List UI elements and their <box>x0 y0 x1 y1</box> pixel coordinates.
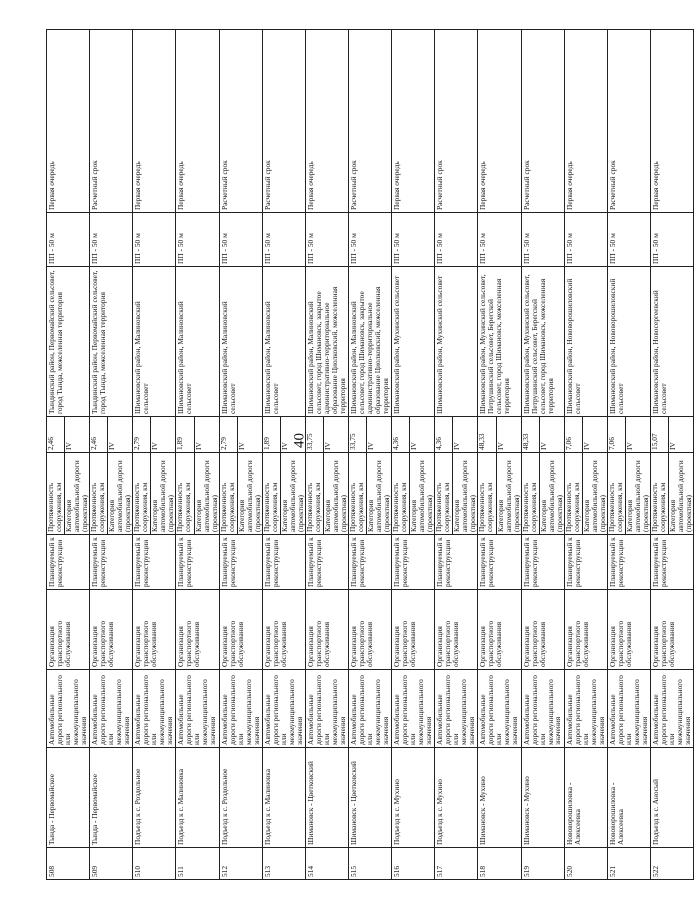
location: Шимановский район, Нововорошиловский сельсовет <box>564 267 607 417</box>
road-type: Автомобильные дороги регионального или межмуниципального значения <box>176 670 219 748</box>
row-number: 511 <box>176 848 219 880</box>
implementation-term: Расчетный срок <box>348 30 391 213</box>
table-row <box>435 30 453 880</box>
parameter-category: Категория автомобильной дороги (проектная) <box>582 453 607 535</box>
purpose: Организация транспортного обслуживания <box>435 590 478 670</box>
rotated-table-container <box>46 30 694 880</box>
road-name: Подъезд к с. Роздольное <box>219 748 262 848</box>
table-row <box>478 30 496 880</box>
road-type: Автомобильные дороги регионального или межмуниципального значения <box>521 670 564 748</box>
protection-zone: ПП - 50 м <box>305 213 348 267</box>
location: Шимановский район, Малиновский сельсовет <box>219 267 262 417</box>
value-length: 4,36 <box>435 417 453 453</box>
activity-status: Планируемый к реконструкции <box>478 535 521 590</box>
parameter-category: Категория автомобильной дороги (проектная) <box>194 453 219 535</box>
road-type: Автомобильные дороги регионального или межмуниципального значения <box>219 670 262 748</box>
protection-zone: ПП - 50 м <box>133 213 176 267</box>
row-number: 519 <box>521 848 564 880</box>
road-name: Шимановск - Мухино <box>478 748 521 848</box>
row-number: 509 <box>90 848 133 880</box>
value-length: 1,89 <box>262 417 280 453</box>
location: Шимановский район, Мухинский сельсовет, Петрушинский сельсовет, Берегской сельсовет, город Шимановск, межселенная территория <box>478 267 521 417</box>
implementation-term: Первая очередь <box>564 30 607 213</box>
road-type: Автомобильные дороги регионального или межмуниципального значения <box>305 670 348 748</box>
row-number: 520 <box>564 848 607 880</box>
road-name: Шимановск - Цветковский <box>305 748 348 848</box>
implementation-term: Расчетный срок <box>521 30 564 213</box>
road-name: Тында - Первомайское <box>47 748 90 848</box>
road-name: Тында - Первомайское <box>90 748 133 848</box>
activity-status: Планируемый к реконструкции <box>262 535 305 590</box>
parameter-category: Категория автомобильной дороги (проектная) <box>410 453 435 535</box>
implementation-term: Расчетный срок <box>90 30 133 213</box>
road-type: Автомобильные дороги регионального или межмуниципального значения <box>564 670 607 748</box>
parameter-category: Категория автомобильной дороги (проектная) <box>539 453 564 535</box>
parameter-length: Протяженность сооружения, км <box>262 453 280 535</box>
road-type: Автомобильные дороги регионального или межмуниципального значения <box>607 670 650 748</box>
row-number: 521 <box>607 848 650 880</box>
purpose: Организация транспортного обслуживания <box>521 590 564 670</box>
row-number: 516 <box>392 848 435 880</box>
purpose: Организация транспортного обслуживания <box>176 590 219 670</box>
value-category: IV <box>324 417 349 453</box>
purpose: Организация транспортного обслуживания <box>650 590 693 670</box>
road-type: Автомобильные дороги регионального или межмуниципального значения <box>392 670 435 748</box>
table-body <box>47 30 694 880</box>
location: Шимановский район, Новосергеевский сельсовет <box>650 267 693 417</box>
road-name: Подъезд к с. Малиновка <box>176 748 219 848</box>
parameter-length: Протяженность сооружения, км <box>90 453 108 535</box>
value-length: 33,75 <box>305 417 323 453</box>
value-category: IV <box>237 417 262 453</box>
parameter-length: Протяженность сооружения, км <box>435 453 453 535</box>
parameter-category: Категория автомобильной дороги (проектная) <box>151 453 176 535</box>
protection-zone: ПП - 50 м <box>435 213 478 267</box>
protection-zone: ПП - 50 м <box>564 213 607 267</box>
implementation-term: Расчетный срок <box>435 30 478 213</box>
parameter-category: Категория автомобильной дороги (проектная) <box>324 453 349 535</box>
purpose: Организация транспортного обслуживания <box>133 590 176 670</box>
parameter-length: Протяженность сооружения, км <box>305 453 323 535</box>
activity-status: Планируемый к реконструкции <box>392 535 435 590</box>
road-name: Подъезд к с. Мухино <box>435 748 478 848</box>
table-row <box>47 30 65 880</box>
value-length: 1,89 <box>176 417 194 453</box>
parameter-length: Протяженность сооружения, км <box>348 453 366 535</box>
value-category: IV <box>669 417 694 453</box>
road-type: Автомобильные дороги регионального или межмуниципального значения <box>650 670 693 748</box>
table-row <box>348 30 366 880</box>
value-category: IV <box>108 417 133 453</box>
location: Шимановский район, Малиновский сельсовет, город Шимановск, закрытое административно-территориальное образование Циолковский, межселенная территория <box>305 267 348 417</box>
value-category: IV <box>367 417 392 453</box>
activity-status: Планируемый к реконструкции <box>90 535 133 590</box>
table-row <box>392 30 410 880</box>
road-type: Автомобильные дороги регионального или межмуниципального значения <box>435 670 478 748</box>
row-number: 513 <box>262 848 305 880</box>
road-name: Нововорошиловка - Алексеевка <box>564 748 607 848</box>
activity-status: Планируемый к реконструкции <box>650 535 693 590</box>
activity-status: Планируемый к реконструкции <box>219 535 262 590</box>
table-row <box>176 30 194 880</box>
road-type: Автомобильные дороги регионального или межмуниципального значения <box>133 670 176 748</box>
activity-status: Планируемый к реконструкции <box>607 535 650 590</box>
value-category: IV <box>65 417 90 453</box>
protection-zone: ПП - 50 м <box>607 213 650 267</box>
table-row <box>607 30 625 880</box>
table-row <box>90 30 108 880</box>
value-category: IV <box>453 417 478 453</box>
parameter-length: Протяженность сооружения, км <box>176 453 194 535</box>
implementation-term: Первая очередь <box>133 30 176 213</box>
value-length: 2,46 <box>47 417 65 453</box>
parameter-length: Протяженность сооружения, км <box>392 453 410 535</box>
parameter-length: Протяженность сооружения, км <box>521 453 539 535</box>
implementation-term: Первая очередь <box>650 30 693 213</box>
purpose: Организация транспортного обслуживания <box>47 590 90 670</box>
page-number: 40 <box>291 433 308 448</box>
road-name: Подъезд к с. Мухино <box>392 748 435 848</box>
value-category: IV <box>280 417 305 453</box>
location: Шимановский район, Малиновский сельсовет <box>176 267 219 417</box>
parameter-category: Категория автомобильной дороги (проектная) <box>453 453 478 535</box>
value-length: 15,07 <box>650 417 668 453</box>
location: Шимановский район, Малиновский сельсовет <box>262 267 305 417</box>
activity-status: Планируемый к реконструкции <box>521 535 564 590</box>
activity-status: Планируемый к реконструкции <box>435 535 478 590</box>
purpose: Организация транспортного обслуживания <box>478 590 521 670</box>
table-row <box>521 30 539 880</box>
protection-zone: ПП - 50 м <box>650 213 693 267</box>
value-length: 7,06 <box>607 417 625 453</box>
activity-status: Планируемый к реконструкции <box>564 535 607 590</box>
activity-status: Планируемый к реконструкции <box>348 535 391 590</box>
implementation-term: Расчетный срок <box>219 30 262 213</box>
implementation-term: Первая очередь <box>478 30 521 213</box>
protection-zone: ПП - 50 м <box>90 213 133 267</box>
road-name: Подъезд к с. Малиновка <box>262 748 305 848</box>
implementation-term: Первая очередь <box>392 30 435 213</box>
road-type: Автомобильные дороги регионального или межмуниципального значения <box>348 670 391 748</box>
activity-status: Планируемый к реконструкции <box>133 535 176 590</box>
parameter-category: Категория автомобильной дороги (проектная) <box>65 453 90 535</box>
parameter-category: Категория автомобильной дороги (проектная) <box>108 453 133 535</box>
location: Шимановский район, Мухинский сельсовет, Петрушинский сельсовет, Берегской сельсовет, город Шимановск, межселенная территория <box>521 267 564 417</box>
purpose: Организация транспортного обслуживания <box>392 590 435 670</box>
location: Шимановский район, Мухинский сельсовет <box>435 267 478 417</box>
location: Тындинский район, Первомайский сельсовет, город Тында, межселенная территория <box>47 267 90 417</box>
location: Шимановский район, Нововорошиловский сельсовет <box>607 267 650 417</box>
protection-zone: ПП - 50 м <box>478 213 521 267</box>
road-name: Нововорошиловка - Алексеевка <box>607 748 650 848</box>
location: Шимановский район, Малиновский сельсовет, город Шимановск, закрытое административно-территориальное образование Циолковский, межселенная территория <box>348 267 391 417</box>
protection-zone: ПП - 50 м <box>348 213 391 267</box>
value-category: IV <box>410 417 435 453</box>
parameter-length: Протяженность сооружения, км <box>607 453 625 535</box>
protection-zone: ПП - 50 м <box>176 213 219 267</box>
parameter-length: Протяженность сооружения, км <box>478 453 496 535</box>
activity-status: Планируемый к реконструкции <box>176 535 219 590</box>
value-length: 2,46 <box>90 417 108 453</box>
road-type: Автомобильные дороги регионального или межмуниципального значения <box>90 670 133 748</box>
parameter-category: Категория автомобильной дороги (проектная) <box>496 453 521 535</box>
activity-status: Планируемый к реконструкции <box>305 535 348 590</box>
purpose: Организация транспортного обслуживания <box>348 590 391 670</box>
road-name: Шимановск - Цветковский <box>348 748 391 848</box>
purpose: Организация транспортного обслуживания <box>564 590 607 670</box>
value-category: IV <box>626 417 651 453</box>
location: Шимановский район, Малиновский сельсовет <box>133 267 176 417</box>
protection-zone: ПП - 50 м <box>521 213 564 267</box>
row-number: 518 <box>478 848 521 880</box>
location: Шимановский район, Мухинский сельсовет <box>392 267 435 417</box>
parameter-category: Категория автомобильной дороги (проектная) <box>367 453 392 535</box>
infrastructure-table <box>46 29 694 880</box>
value-category: IV <box>496 417 521 453</box>
purpose: Организация транспортного обслуживания <box>305 590 348 670</box>
row-number: 512 <box>219 848 262 880</box>
purpose: Организация транспортного обслуживания <box>90 590 133 670</box>
table-row <box>262 30 280 880</box>
value-length: 2,79 <box>219 417 237 453</box>
table-row <box>564 30 582 880</box>
value-length: 48,33 <box>521 417 539 453</box>
purpose: Организация транспортного обслуживания <box>262 590 305 670</box>
road-type: Автомобильные дороги регионального или межмуниципального значения <box>478 670 521 748</box>
implementation-term: Первая очередь <box>176 30 219 213</box>
parameter-length: Протяженность сооружения, км <box>564 453 582 535</box>
row-number: 517 <box>435 848 478 880</box>
parameter-length: Протяженность сооружения, км <box>219 453 237 535</box>
location: Тындинский район, Первомайский сельсовет, город Тында, межселенная территория <box>90 267 133 417</box>
value-category: IV <box>539 417 564 453</box>
row-number: 522 <box>650 848 693 880</box>
value-length: 48,33 <box>478 417 496 453</box>
parameter-length: Протяженность сооружения, км <box>650 453 668 535</box>
activity-status: Планируемый к реконструкции <box>47 535 90 590</box>
implementation-term: Расчетный срок <box>607 30 650 213</box>
protection-zone: ПП - 50 м <box>392 213 435 267</box>
parameter-category: Категория автомобильной дороги (проектная) <box>280 453 305 535</box>
table-row <box>219 30 237 880</box>
value-category: IV <box>194 417 219 453</box>
road-type: Автомобильные дороги регионального или межмуниципального значения <box>47 670 90 748</box>
row-number: 510 <box>133 848 176 880</box>
implementation-term: Первая очередь <box>305 30 348 213</box>
row-number: 514 <box>305 848 348 880</box>
parameter-category: Категория автомобильной дороги (проектная) <box>626 453 651 535</box>
parameter-category: Категория автомобильной дороги (проектная) <box>669 453 694 535</box>
protection-zone: ПП - 50 м <box>262 213 305 267</box>
table-row <box>133 30 151 880</box>
parameter-length: Протяженность сооружения, км <box>47 453 65 535</box>
road-type: Автомобильные дороги регионального или межмуниципального значения <box>262 670 305 748</box>
table-row <box>305 30 323 880</box>
parameter-length: Протяженность сооружения, км <box>133 453 151 535</box>
table-row <box>650 30 668 880</box>
implementation-term: Первая очередь <box>47 30 90 213</box>
row-number: 508 <box>47 848 90 880</box>
road-name: Подъезд к с. Роздольное <box>133 748 176 848</box>
protection-zone: ПП - 50 м <box>47 213 90 267</box>
row-number: 515 <box>348 848 391 880</box>
value-length: 33,75 <box>348 417 366 453</box>
value-length: 4,36 <box>392 417 410 453</box>
value-length: 7,06 <box>564 417 582 453</box>
value-length: 2,79 <box>133 417 151 453</box>
protection-zone: ПП - 50 м <box>219 213 262 267</box>
value-category: IV <box>582 417 607 453</box>
value-category: IV <box>151 417 176 453</box>
road-name: Подъезд к с. Аносый <box>650 748 693 848</box>
implementation-term: Расчетный срок <box>262 30 305 213</box>
purpose: Организация транспортного обслуживания <box>219 590 262 670</box>
parameter-category: Категория автомобильной дороги (проектная) <box>237 453 262 535</box>
road-name: Шимановск - Мухино <box>521 748 564 848</box>
purpose: Организация транспортного обслуживания <box>607 590 650 670</box>
